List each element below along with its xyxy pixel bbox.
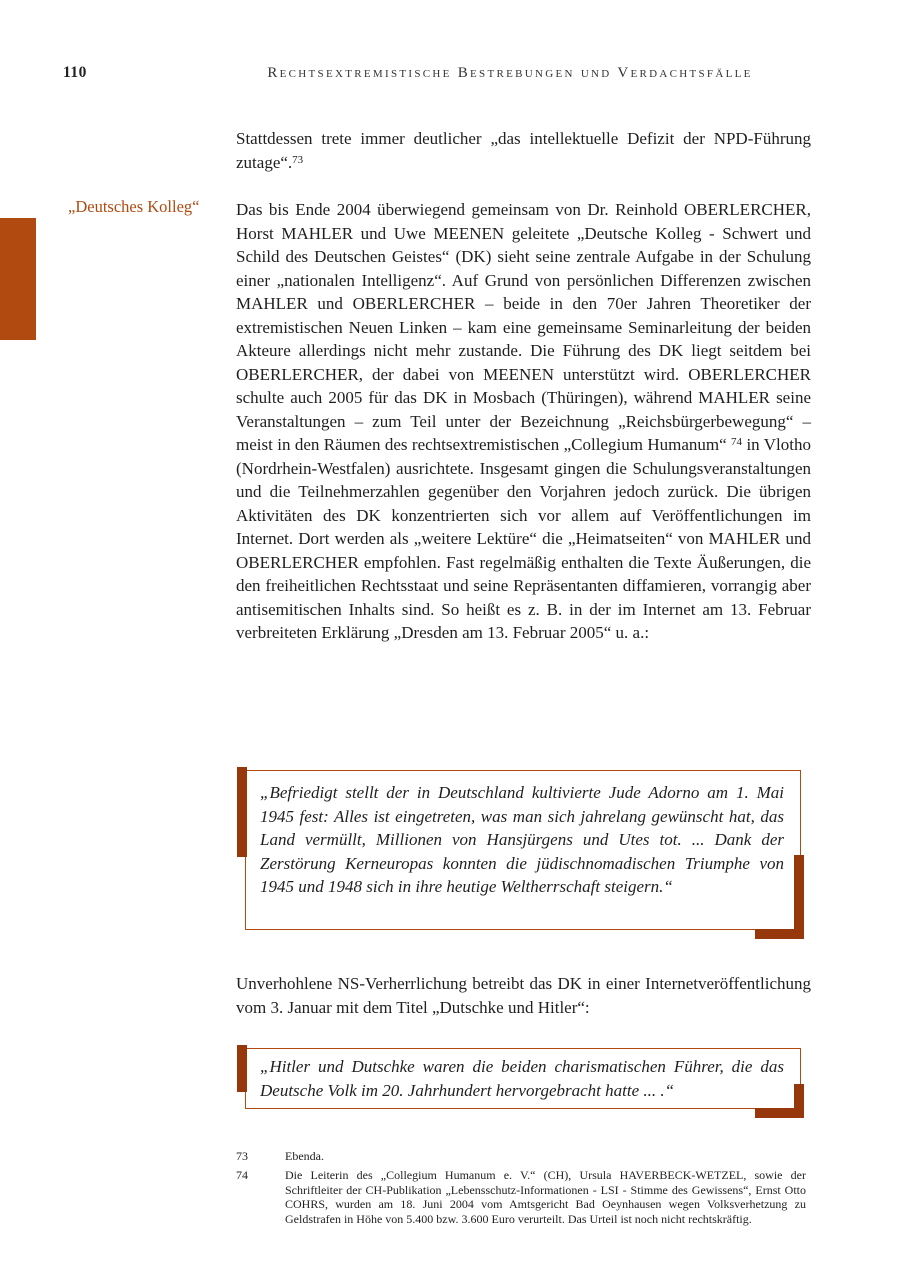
footnote-ref-73: 73 — [292, 153, 304, 166]
quote2-left-bar-decoration — [237, 1045, 247, 1092]
paragraph-text: Stattdessen trete immer deutlicher „das intellektuelle Defizit der NPD-Führung zutage“. — [236, 129, 811, 172]
paragraph-npd-defizit — [236, 127, 811, 174]
quote-block-dutschke-hitler — [245, 1048, 801, 1109]
paragraph-text: Das bis Ende 2004 überwiegend gemeinsam von Dr. Reinhold OBERLERCHER, Horst MAHLER und Uwe MEENEN geleitete „Deutsche Kolleg - Schwert und Schild des Deutschen Geistes“ (DK) sieht seine zentrale Aufgabe in der Schulung einer „nationalen Intelligenz“. Auf Grund von persönlichen Differenzen zwischen MAHLER und OBERLERCHER – beide in den 70er Jahren Theoretiker der extremistischen Neuen Linken – kam eine gemeinsame Seminarleitung der beiden Akteure allerdings nicht mehr zustande. Die Führung des DK liegt seitdem bei OBERLERCHER, der dabei von MEENEN unterstützt wird. OBERLERCHER schulte auch 2005 für das DK in Mosbach (Thüringen), während MAHLER seine Veranstaltungen – zum Teil unter der Bezeichnung „Reichsbürgerbewegung“ – meist in den Räumen des rechtsextremistischen „Collegium Humanum“ — [236, 200, 811, 454]
quote-block-dresden — [245, 770, 801, 930]
quote1-left-bar-decoration — [237, 767, 247, 857]
quote1-corner-bracket-horizontal — [755, 929, 804, 939]
quote-text: „Hitler und Dutschke waren die beiden charismatischen Führer, die das Deutsche Volk im 20. Jahrhundert hervorgebracht hatte ... .“ — [260, 1057, 784, 1100]
footnote-text: Die Leiterin des „Collegium Humanum e. V.“ (CH), Ursula HAVERBECK-WETZEL, sowie der Schriftleiter der CH-Publikation „Lebensschutz-Informationen - LSI - Stimme des Gewissens“, Ernst Otto COHRS, wurden am 18. Juni 2004 vom Amtsgericht Bad Oeynhausen wegen Volksverhetzung zu Geldstrafen in Höhe von 5.400 bzw. 3.600 Euro verurteilt. Das Urteil ist noch nicht rechtskräftig. — [285, 1168, 806, 1226]
footnote-number: 74 — [236, 1168, 248, 1182]
margin-tab-marker — [0, 218, 36, 340]
running-header: Rechtsextremistische Bestrebungen und Verdachtsfälle — [267, 65, 753, 81]
quote-text: „Befriedigt stellt der in Deutschland kultivierte Jude Adorno am 1. Mai 1945 fest: Alles ist eingetreten, was man sich jahrelang gewünscht hat, das Land vermüllt, Millionen von Hansjürgens und Utes tot. ... Dank der Zerstörung Kerneuropas konnten die jüdischnomadischen Triumphe von 1945 und 1948 sich in ihre heutige Weltherrschaft steigern.“ — [260, 783, 784, 896]
paragraph-text: in Vlotho (Nordrhein-Westfalen) ausrichtete. Insgesamt gingen die Schulungsveranstaltungen und die Teilnehmerzahlen gegenüber den Vorjahren jedoch zurück. Die übrigen Aktivitäten des DK konzentrierten sich vor allem auf Veröffentlichungen im Internet. Dort werden als „weitere Lektüre“ die „Heimatseiten“ von MAHLER und OBERLERCHER empfohlen. Fast regelmäßig enthalten die Texte Äußerungen, die den freiheitlichen Rechtsstaat und seine Repräsentanten diffamieren, vorrangig aber antisemitischen Inhalts sind. So heißt es z. B. in der im Internet am 13. Februar verbreiteten Erklärung „Dresden am 13. Februar 2005“ u. a.: — [236, 435, 811, 642]
margin-note-deutsches-kolleg: „Deutsches Kolleg“ — [68, 197, 200, 216]
page-number: 110 — [63, 64, 87, 81]
footnote-ref-74: 74 — [731, 436, 743, 448]
quote1-corner-bracket-vertical — [794, 855, 804, 939]
paragraph-ns-verherrlichung: Unverhohlene NS-Verherrlichung betreibt das DK in einer Internetveröffentlichung vom 3. Januar mit dem Titel „Dutschke und Hitler“: — [236, 974, 811, 1017]
footnote-text: Ebenda. — [285, 1149, 324, 1163]
paragraph-deutsches-kolleg — [236, 198, 811, 645]
footnote-number: 73 — [236, 1149, 248, 1163]
quote2-corner-bracket-horizontal — [755, 1108, 804, 1118]
